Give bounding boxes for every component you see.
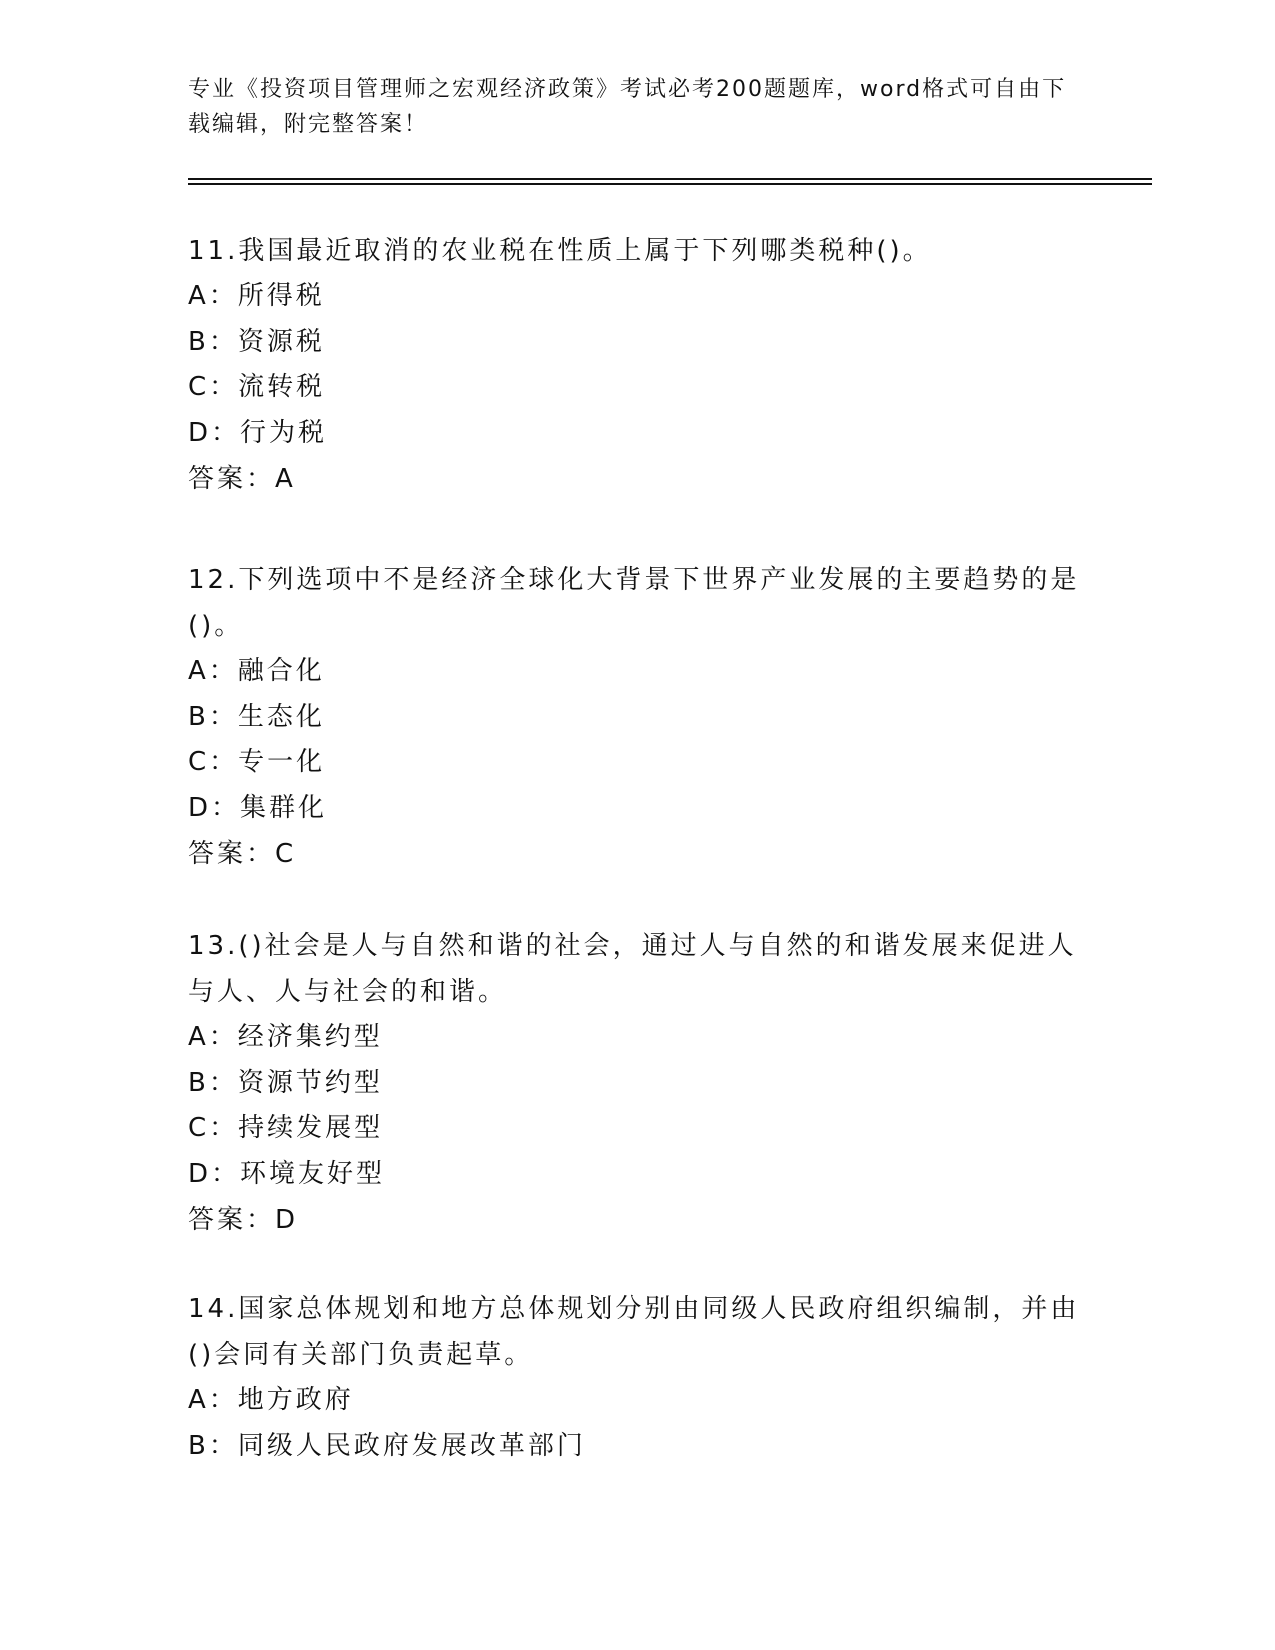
option-c: C：流转税 — [188, 372, 326, 402]
answer-line: 答案：A — [188, 464, 296, 494]
document-header: 专业《投资项目管理师之宏观经济政策》考试必考200题题库，word格式可自由下载编辑，附完整答案！ — [188, 77, 1067, 137]
option-a: A：所得税 — [188, 281, 325, 311]
option-a: A：经济集约型 — [188, 1022, 383, 1052]
question-stem: 13.()社会是人与自然和谐的社会，通过人与自然的和谐发展来促进人与人、人与社会的和谐。 — [188, 931, 1077, 1007]
question-stem: 14.国家总体规划和地方总体规划分别由同级人民政府组织编制，并由()会同有关部门负责起草。 — [188, 1294, 1080, 1370]
header-rule-top — [188, 178, 1152, 180]
option-b: B：生态化 — [188, 701, 325, 732]
answer-line: 答案：C — [188, 839, 297, 869]
option-d: D：环境友好型 — [188, 1158, 386, 1189]
option-b: B：同级人民政府发展改革部门 — [188, 1430, 586, 1461]
header-rule-bottom — [188, 183, 1152, 185]
option-c: C：专一化 — [188, 747, 326, 777]
option-d: D：行为税 — [188, 417, 328, 448]
question-block-13 — [188, 923, 1088, 1243]
option-b: B：资源税 — [188, 326, 325, 357]
question-block-12 — [188, 557, 1088, 877]
question-block-11 — [188, 228, 1088, 502]
question-stem: 11.我国最近取消的农业税在性质上属于下列哪类税种()。 — [188, 236, 932, 266]
question-block-14 — [188, 1286, 1088, 1469]
option-b: B：资源节约型 — [188, 1067, 383, 1098]
option-c: C：持续发展型 — [188, 1113, 384, 1143]
option-d: D：集群化 — [188, 792, 328, 823]
option-a: A：融合化 — [188, 656, 325, 686]
answer-line: 答案：D — [188, 1205, 299, 1235]
question-stem: 12.下列选项中不是经济全球化大背景下世界产业发展的主要趋势的是()。 — [188, 565, 1080, 641]
option-a: A：地方政府 — [188, 1385, 354, 1415]
